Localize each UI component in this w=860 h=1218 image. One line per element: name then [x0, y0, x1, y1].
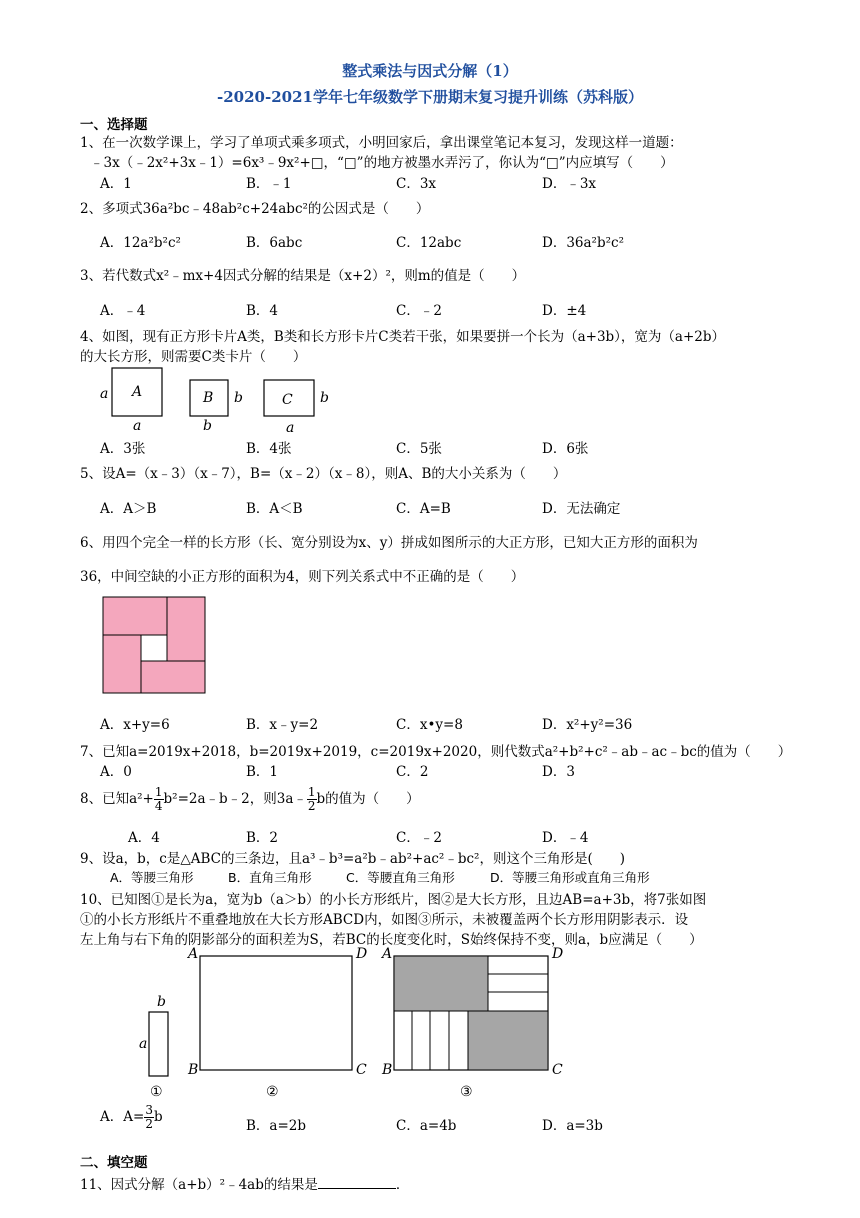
q10-line3: 左上角与右下角的阴影部分的面积差为S，若BC的长度变化时，S始终保持不变，则a，b应满足（ ） [80, 932, 703, 948]
page-subtitle: -2020-2021学年七年级数学下册期末复习提升训练（苏科版） [217, 88, 643, 106]
q2-option-b: B．6abc [246, 235, 303, 251]
q11-stem: 11、因式分解（a+b）²﹣4ab的结果是 ． [80, 1177, 410, 1193]
q4-label-c-bottom: a [286, 420, 295, 436]
q5-option-d: D．无法确定 [542, 501, 621, 517]
q4-label-b-side: b [234, 390, 243, 406]
q6-line2: 36，中间空缺的小正方形的面积为4，则下列关系式中不正确的是（ ） [80, 569, 525, 585]
q10-large-rect [200, 956, 352, 1070]
q8-text-1: 8、已知a²+ [80, 791, 154, 807]
q8-fraction-2: $\frac{1}{2}$ [307, 785, 316, 813]
q10-option-b: B．a=2b [246, 1118, 307, 1134]
q10-line1: 10、已知图①是长为a，宽为b（a＞b）的小长方形纸片，图②是大长方形，且边AB=a+3b，将7张如图 [80, 892, 707, 908]
q4-card-c-label: C [282, 392, 293, 408]
q6-rect-left [103, 635, 141, 693]
q10-small-rect [149, 1012, 168, 1076]
q6-square-figure [102, 596, 208, 696]
q6-option-b: B．x﹣y=2 [246, 717, 319, 733]
q8-option-a: A．4 [128, 830, 160, 846]
q10-shaded-top-left [394, 956, 488, 1011]
q10-fig2-C: C [356, 1062, 367, 1078]
q8-stem [80, 786, 420, 813]
q6-rect-bottom [141, 661, 205, 693]
q10-figure [132, 944, 562, 1102]
q1-option-a: A．1 [100, 176, 132, 192]
q10-fig3-D: D [552, 946, 564, 962]
q3-option-c: C．﹣2 [396, 303, 442, 319]
q10-line2: ①的小长方形纸片不重叠地放在大长方形ABCD内，如图③所示，未被覆盖两个长方形用阴影表示．设 [80, 912, 689, 928]
q1-option-c: C．3x [396, 176, 437, 192]
q3-option-b: B．4 [246, 303, 279, 319]
q5-option-c: C．A=B [396, 501, 451, 517]
q4-label-a-side: a [100, 386, 109, 402]
section-heading-fill: 二、填空题 [80, 1155, 148, 1171]
q8-text-3: b的值为（ ） [316, 791, 420, 807]
q4-line2: 的大长方形，则需要C类卡片（ ） [80, 349, 307, 365]
q4-label-c-side: b [320, 390, 329, 406]
q9-option-b: B．直角三角形 [228, 870, 312, 885]
q11-answer-blank[interactable] [318, 1176, 396, 1189]
q10-shaded-bottom-right [468, 1011, 548, 1070]
q3-stem: 3、若代数式x²﹣mx+4因式分解的结果是（x+2）²，则m的值是（ ） [80, 268, 526, 284]
q10-fig3-number: ③ [460, 1084, 473, 1100]
q8-fraction-1: $\frac{1}{4}$ [154, 785, 163, 813]
q10-fig1-number: ① [150, 1084, 163, 1100]
q4-line1: 4、如图，现有正方形卡片A类，B类和长方形卡片C类若干张，如果要拼一个长为（a+3b），宽为（a+2b） [80, 329, 726, 345]
q2-option-d: D．36a²b²c² [542, 235, 624, 251]
q6-rect-right [167, 597, 205, 661]
q9-option-c: C．等腰直角三角形 [346, 870, 455, 885]
q4-label-a-bottom: a [133, 418, 142, 434]
q10-fig2-B: B [188, 1062, 199, 1078]
q10-option-d: D．a=3b [542, 1118, 603, 1134]
q10-option-a: A．A= $\frac{3}{2}$ b [100, 1103, 163, 1131]
q6-option-d: D．x²+y²=36 [542, 717, 633, 733]
q10-figure-3 [380, 946, 563, 1100]
q9-option-d: D．等腰三角形或直角三角形 [490, 870, 650, 885]
q10-fig2-A: A [188, 946, 199, 962]
q9-option-a: A．等腰三角形 [110, 870, 194, 885]
q2-stem: 2、多项式36a²bc﹣48ab²c+24abc²的公因式是（ ） [80, 201, 430, 217]
q10-fig3-C: C [552, 1062, 563, 1078]
q8-option-d: D．﹣4 [542, 830, 589, 846]
q1-line1: 1、在一次数学课上，学习了单项式乘多项式，小明回家后，拿出课堂笔记本复习，发现这样一道题： [80, 135, 683, 151]
q7-option-a: A．0 [100, 764, 132, 780]
q1-line2: ﹣3x（﹣2x²+3x﹣1）=6x³﹣9x²+□，“□”的地方被墨水弄污了，你认为“□”内应填写（ ） [90, 155, 674, 171]
q6-center-gap [141, 635, 167, 661]
q1-option-b: B．﹣1 [246, 176, 292, 192]
q3-option-d: D．±4 [542, 303, 587, 319]
q10-figure-2 [186, 946, 367, 1100]
q7-stem: 7、已知a=2019x+2018，b=2019x+2019，c=2019x+2020，则代数式a²+b²+c²﹣ab﹣ac﹣bc的值为（ ） [80, 744, 792, 760]
q10-fig1-b-label: b [157, 994, 166, 1010]
q5-option-b: B．A＜B [246, 501, 303, 517]
q4-option-c: C．5张 [396, 441, 442, 457]
q7-option-b: B．1 [246, 764, 279, 780]
q4-option-d: D．6张 [542, 441, 589, 457]
q10-fig2-D: D [356, 946, 368, 962]
q6-line1: 6、用四个完全一样的长方形（长、宽分别设为x、y）拼成如图所示的大正方形，已知大正方形的面积为 [80, 535, 698, 551]
q6-rect-top [103, 597, 167, 635]
q4-option-a: A．3张 [100, 441, 146, 457]
q4-label-b-bottom: b [203, 418, 212, 434]
q10-option-c: C．a=4b [396, 1118, 457, 1134]
q7-option-c: C．2 [396, 764, 429, 780]
section-heading-choice: 一、选择题 [80, 117, 148, 133]
q10-fig2-number: ② [266, 1084, 279, 1100]
page-title: 整式乘法与因式分解（1） [342, 62, 518, 80]
q10-fig3-B: B [382, 1062, 393, 1078]
q6-option-c: C．x•y=8 [396, 717, 463, 733]
q10-figure-1 [139, 994, 168, 1100]
q8-option-b: B．2 [246, 830, 279, 846]
q4-option-b: B．4张 [246, 441, 292, 457]
q8-option-c: C．﹣2 [396, 830, 442, 846]
q7-option-d: D．3 [542, 764, 575, 780]
q6-option-a: A．x+y=6 [100, 717, 170, 733]
q4-card-a-label: A [132, 384, 143, 400]
q4-card-figure [98, 364, 338, 436]
q9-stem: 9、设a，b，c是△ABC的三条边，且a³﹣b³=a²b﹣ab²+ac²﹣bc²，则这个三角形是( ) [80, 851, 625, 867]
q3-option-a: A．﹣4 [100, 303, 146, 319]
q2-option-a: A．12a²b²c² [100, 235, 181, 251]
q8-text-2: b²=2a﹣b﹣2，则3a﹣ [163, 791, 307, 807]
q10-fig3-A: A [382, 946, 393, 962]
q10-fig1-a-label: a [139, 1036, 148, 1052]
q2-option-c: C．12abc [396, 235, 462, 251]
q5-option-a: A．A＞B [100, 501, 157, 517]
q1-option-d: D．﹣3x [542, 176, 597, 192]
q5-stem: 5、设A=（x﹣3）（x﹣7），B=（x﹣2）（x﹣8），则A、B的大小关系为（ ） [80, 466, 567, 482]
q4-card-b-label: B [203, 390, 214, 406]
